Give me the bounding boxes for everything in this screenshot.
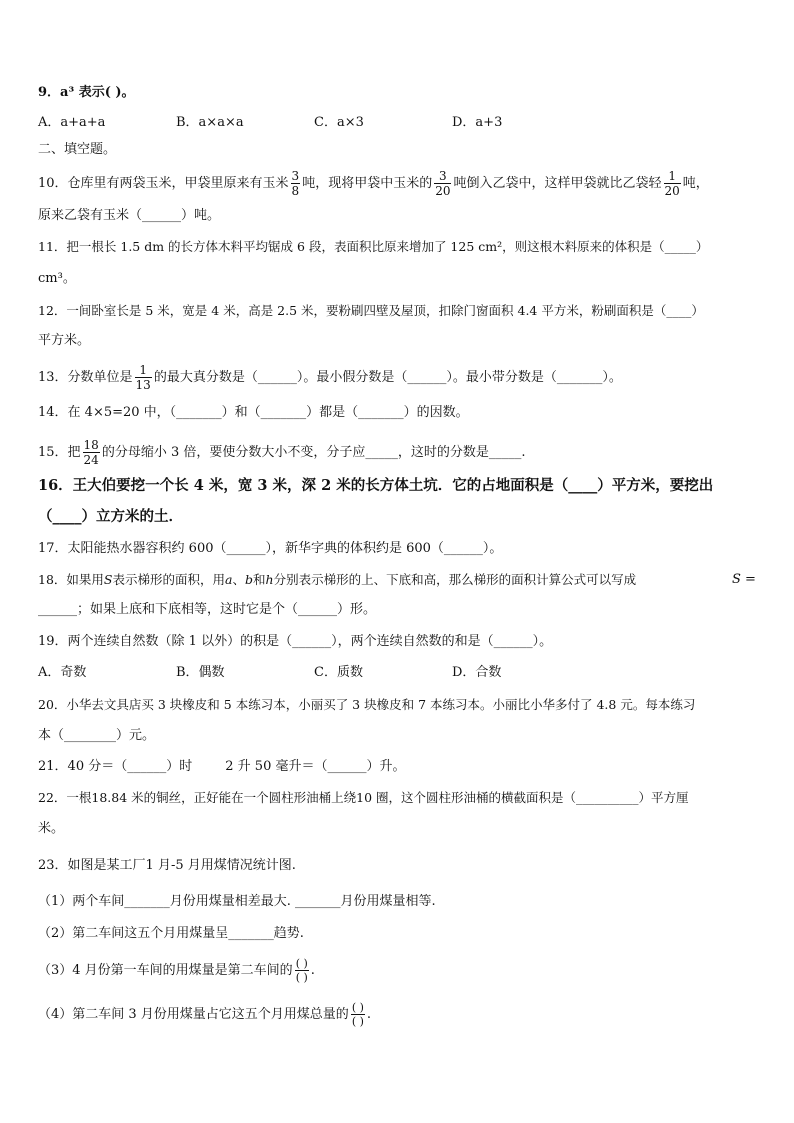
q10-text-4: 吨， [682,176,709,191]
q20-line1: 20．小华去文具店买 3 块橡皮和 5 本练习本，小丽买了 3 块橡皮和 7 本练习本。小丽比小华多付了 4.8 元。每本练习 [38,697,696,712]
fraction-numerator: 3 [291,169,300,183]
q19-option-d: D．合数 [452,665,502,680]
q23-sub4 [38,1002,371,1027]
fraction-numerator: 18 [83,438,99,452]
q19-option-b: B．偶数 [176,665,225,680]
fraction-numerator: ( ) [295,957,308,970]
q22-line2: 米。 [38,821,65,836]
q23-sub3-fraction [295,958,309,983]
q13-fraction [135,364,152,391]
q9-stem: 9．a³ 表示( )。 [38,85,135,100]
q23-sub2: （2）第二车间这五个月用煤量呈_______趋势. [38,926,304,941]
q18-line2: ______；如果上底和下底相等，这时它是个（______）形。 [38,602,377,617]
q11-line2: cm³。 [38,271,76,286]
q9-option-d: D．a+3 [452,115,503,130]
fraction-denominator: 13 [135,378,151,392]
q19-stem: 19．两个连续自然数（除 1 以外）的积是（______），两个连续自然数的和是（______）。 [38,634,553,649]
q23-sub3 [38,958,315,983]
q10-line2: 原来乙袋有玉米（______）吨。 [38,208,221,223]
q18-variable-h: h [265,572,274,587]
fraction-numerator: 1 [139,363,147,377]
q18-variable-a: a [225,572,233,587]
q10-fraction-2 [434,170,451,197]
q22-line1: 22．一根18.84 米的铜丝，正好能在一个圆柱形油桶上绕10 圈，这个圆柱形油桶的横截面积是（__________）平方厘 [38,790,689,805]
q18-variable-b: b [244,572,253,587]
q9-option-a: A．a+a+a [38,115,106,130]
q18-text-4: 分别表示梯形的上、下底和高，那么梯形的面积计算公式可以写成 [273,572,637,587]
q15-text-1: 15．把 [38,445,81,460]
q15-fraction [83,439,100,466]
fraction-denominator: 8 [291,184,300,198]
q18-line1 [38,571,636,589]
q23-sub4-fraction [351,1002,365,1027]
fraction-denominator: 20 [435,184,451,198]
q9-option-b: B．a×a×a [176,115,244,130]
q19-option-a: A．奇数 [38,665,87,680]
q14-line: 14．在 4×5=20 中，（_______）和（_______）都是（_______）的因数。 [38,405,469,420]
fraction-numerator: 3 [439,169,447,183]
q10-fraction-3 [664,170,681,197]
q23-title: 23．如图是某工厂1 月-5 月用煤情况统计图. [38,858,296,873]
q12-line2: 平方米。 [38,333,91,348]
q17-line: 17．太阳能热水器容积约 600（______），新华字典的体积约是 600（______）。 [38,541,503,556]
q10-text-2: 吨，现将甲袋中玉米的 [302,176,433,191]
q10-line1 [38,170,709,197]
section-heading: 二、填空题。 [38,142,117,157]
q13-line [38,364,622,391]
q23-sub1: （1）两个车间_______月份用煤量相差最大. _______月份用煤量相等. [38,894,436,909]
q23-sub3-end: . [310,963,315,978]
q15-text-2: 的分母缩小 3 倍，要使分数大小不变，分子应_____，这时的分数是_____. [101,445,526,460]
q15-line [38,439,526,466]
fraction-numerator: ( ) [351,1001,364,1014]
q18-text-1: 18．如果用 [38,572,104,587]
q11-line1: 11．把一根长 1.5 dm 的长方体木料平均锯成 6 段，表面积比原来增加了 125 cm²，则这根木料原来的体积是（_____） [38,239,709,254]
q18-variable-s: S [103,572,113,587]
fraction-denominator: 20 [664,184,680,198]
q13-text-2: 的最大真分数是（______）。最小假分数是（______）。最小带分数是（_______）。 [153,370,622,385]
q23-sub4-end: . [366,1007,372,1022]
q10-text-1: 10．仓库里有两袋玉米，甲袋里原来有玉米 [38,176,289,191]
q23-sub4-text: （4）第二车间 3 月份用煤量占它这五个月用煤总量的 [38,1007,349,1022]
fraction-denominator: ( ) [295,971,308,984]
q10-text-3: 吨倒入乙袋中，这样甲袋就比乙袋轻 [453,176,662,191]
fraction-denominator: ( ) [351,1015,364,1028]
fraction-denominator: 24 [83,453,99,467]
q12-line1: 12．一间卧室长是 5 米，宽是 4 米，高是 2.5 米，要粉刷四壁及屋顶，扣除门窗面积 4.4 平方米，粉刷面积是（____） [38,303,704,318]
q19-option-c: C．质数 [314,665,363,680]
q20-line2: 本（________）元。 [38,728,156,743]
fraction-numerator: 1 [668,169,676,183]
q16-line1: 16．王大伯要挖一个长 4 米，宽 3 米，深 2 米的长方体土坑．它的占地面积是（____）平方米，要挖出 [38,477,714,494]
q18-formula: S = [732,572,756,587]
q18-text-2: 表示梯形的面积，用 [112,572,225,587]
q21-line: 21．40 分＝（______）时 2 升 50 毫升＝（______）升。 [38,759,406,774]
q9-option-c: C．a×3 [314,115,364,130]
q10-fraction-1 [291,170,301,197]
q23-sub3-text: （3）4 月份第一车间的用煤量是第二车间的 [38,963,293,978]
q13-text-1: 13．分数单位是 [38,370,133,385]
q18-separator: 、 [232,572,245,587]
q18-text-3: 和 [252,572,266,587]
q16-line2: （____）立方米的土． [38,508,183,525]
